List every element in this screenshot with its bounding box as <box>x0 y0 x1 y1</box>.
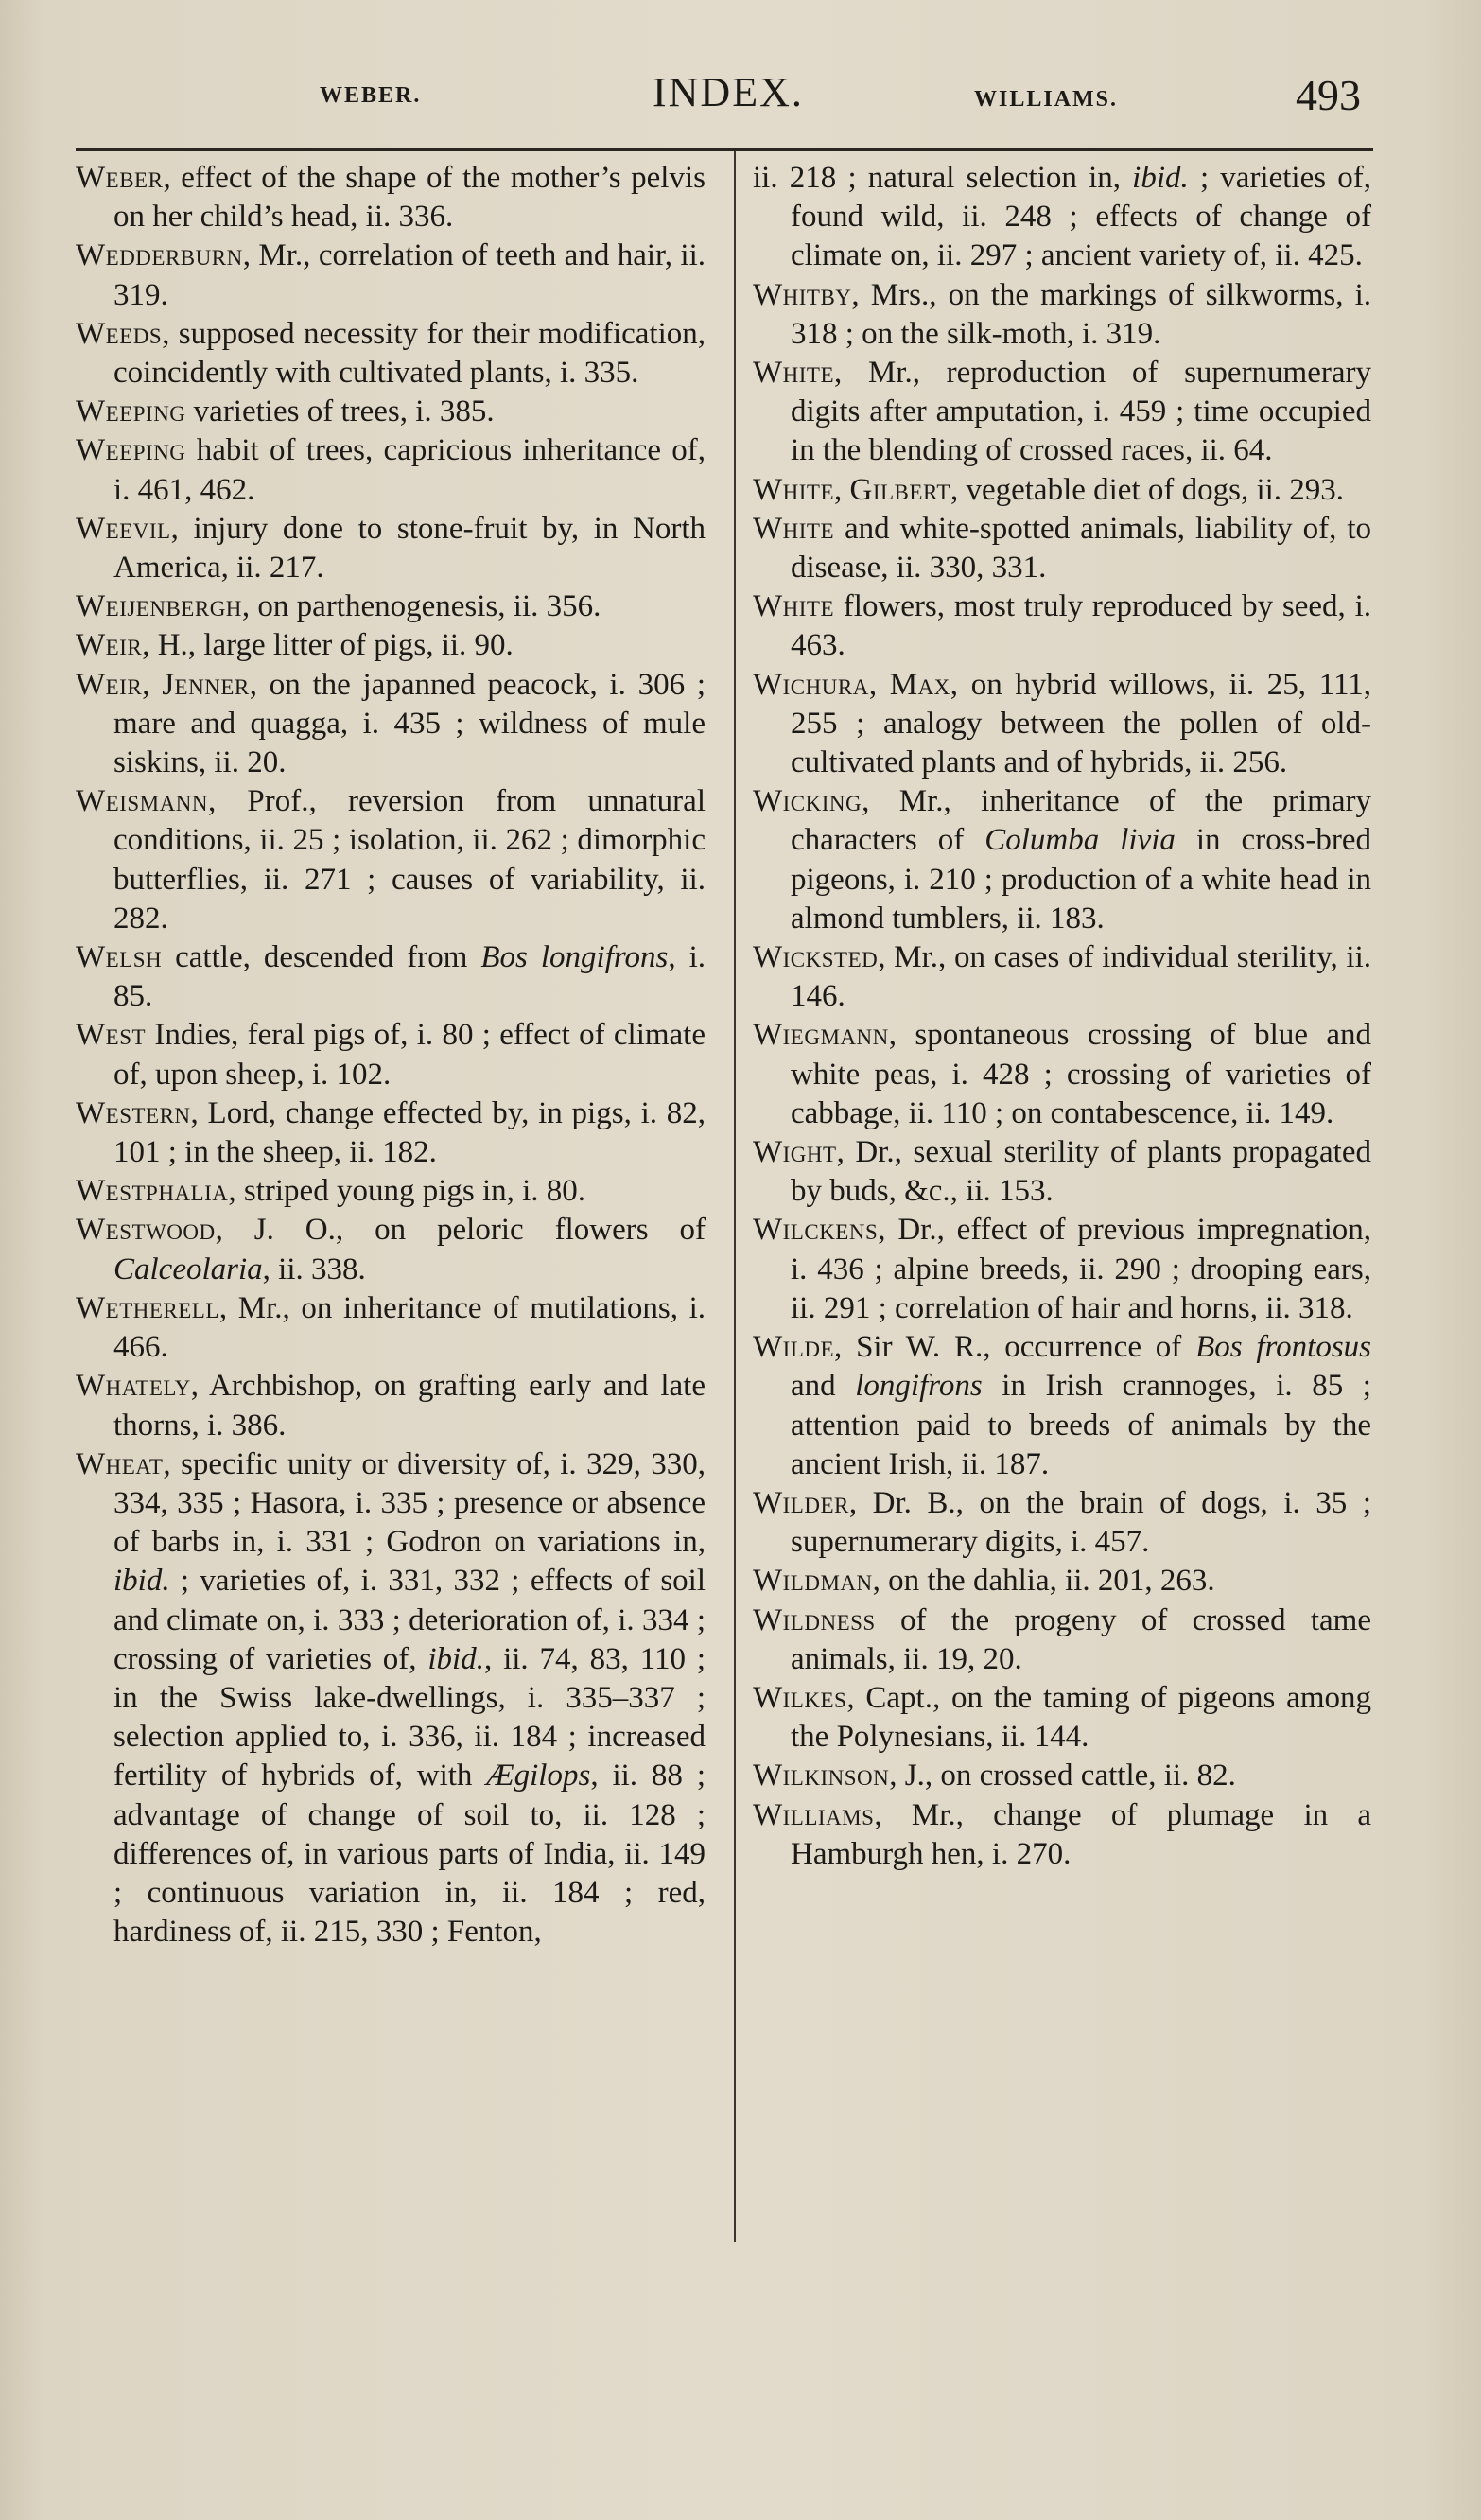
index-entry <box>76 431 706 509</box>
entry-italic: longifrons <box>855 1369 983 1404</box>
entry-text: , effect of the shape of the mother’s pelvis on her child’s head, ii. 336. <box>113 161 706 235</box>
running-head <box>76 64 1390 140</box>
entry-italic: Ægilops <box>486 1759 591 1794</box>
entry-headword: Westphalia <box>76 1174 229 1209</box>
index-entry <box>753 1796 1371 1874</box>
index-entry <box>76 626 706 665</box>
entry-text: and <box>791 1369 856 1404</box>
index-entry <box>76 159 706 236</box>
entry-headword: Welsh <box>76 940 163 975</box>
entry-text: in cross-bred pigeons, i. 210 ; production of a white head in almond tumblers, ii. 183. <box>791 823 1371 936</box>
entry-headword: Weevil <box>76 511 171 546</box>
entry-text: , striped young pigs in, i. 80. <box>228 1174 586 1209</box>
entry-headword: Williams <box>753 1797 875 1832</box>
entry-text: and white-spotted animals, liability of, to disease, ii. 330, 331. <box>791 511 1371 586</box>
entry-headword: White <box>753 356 835 391</box>
index-entry <box>753 1211 1371 1328</box>
entry-headword: Weismann <box>76 784 208 819</box>
index-entry <box>76 315 706 393</box>
entry-headword: Whately <box>76 1369 191 1404</box>
entry-text: varieties of trees, i. 385. <box>185 394 495 429</box>
entry-text: , <box>142 667 163 702</box>
entry-headword: White <box>753 589 835 624</box>
index-entry <box>753 1601 1371 1679</box>
entry-headword: Westwood <box>76 1213 216 1248</box>
index-entry <box>753 1679 1371 1757</box>
index-entry <box>753 1484 1371 1562</box>
index-entry <box>76 1211 706 1288</box>
index-column-right <box>753 159 1371 1874</box>
index-entry <box>753 354 1371 471</box>
entry-headword: Wiegmann <box>753 1018 889 1053</box>
index-entry <box>753 782 1371 938</box>
entry-headword: Weijenbergh <box>76 589 242 624</box>
entry-text: , Mr., change of plumage in a Hamburgh hen, i. 270. <box>791 1797 1371 1871</box>
entry-text: , on the japanned peacock, i. 306 ; mare and quagga, i. 435 ; wildness of mule siskins, ii. 20. <box>113 667 706 780</box>
entry-text: , on parthenogenesis, ii. 356. <box>241 589 601 624</box>
entry-text: ; varieties of, found wild, ii. 248 ; effects of change of climate on, ii. 297 ; ancient variety of, ii. 425. <box>791 161 1371 273</box>
header-rule <box>76 148 1373 151</box>
entry-headword: Wilkes <box>753 1680 847 1715</box>
index-entry <box>753 276 1371 354</box>
index-entry <box>76 666 706 783</box>
entry-headword: Weeping <box>76 394 186 429</box>
entry-text: , Dr., effect of previous impregnation, i. 436 ; alpine breeds, ii. 290 ; drooping ears, ii. 291 ; correlation of hair and horns, ii. 318. <box>791 1213 1371 1325</box>
entry-text: in Irish crannoges, i. 85 ; attention paid to breeds of animals by the ancient Irish, ii. 187. <box>791 1369 1371 1481</box>
entry-headword: Wicksted <box>753 940 879 975</box>
entry-text: , Mr., correlation of teeth and hair, ii. 319. <box>113 238 706 312</box>
entry-headword: Western <box>76 1095 191 1130</box>
index-entry <box>753 666 1371 783</box>
entry-headword: Wilckens <box>753 1213 879 1248</box>
index-entry <box>753 510 1371 587</box>
running-head-right: WILLIAMS. <box>974 87 1119 112</box>
entry-headword: Max <box>889 667 950 702</box>
entry-headword: Wichura <box>753 667 869 702</box>
entry-text: , on hybrid willows, ii. 25, 111, 255 ; analogy between the pollen of old-cultivated plants and of hybrids, ii. 256. <box>791 667 1372 780</box>
entry-text: , Capt., on the taming of pigeons among the Polynesians, ii. 144. <box>791 1680 1371 1755</box>
entry-text: , Mr., on inheritance of mutilations, i. 466. <box>113 1290 706 1365</box>
index-entry <box>753 1016 1371 1133</box>
running-head-title: INDEX. <box>653 69 804 115</box>
entry-text: , J. O., on peloric flowers of <box>215 1213 706 1248</box>
index-entry <box>753 587 1371 665</box>
entry-text: , supposed necessity for their modification, coincidently with cultivated plants, i. 335. <box>113 316 706 391</box>
index-entry <box>76 587 706 626</box>
entry-headword: Weir <box>76 628 143 663</box>
entry-text: , ii. 74, 83, 110 ; in the Swiss lake-dwellings, i. 335–337 ; selection applied to, i. 336, ii. 184 ; increased fertility of hybrids of, with <box>113 1641 706 1794</box>
entry-text: , ii. 338. <box>262 1251 366 1286</box>
entry-headword: White <box>753 472 835 507</box>
index-entry <box>753 1757 1371 1795</box>
index-entry <box>753 159 1371 276</box>
index-entry <box>76 1172 706 1211</box>
entry-italic: Bos longifrons <box>480 940 669 975</box>
index-entry <box>753 1562 1371 1601</box>
index-entry <box>753 938 1371 1016</box>
entry-text: , Sir W. R., occurrence of <box>834 1330 1196 1365</box>
entry-headword: Gilbert <box>849 472 950 507</box>
entry-text: cattle, descended from <box>162 940 481 975</box>
entry-text: ii. 218 ; natural selection in, <box>753 161 1133 195</box>
page-number: 493 <box>1296 71 1361 119</box>
index-entry <box>76 1367 706 1444</box>
entry-headword: Wheat <box>76 1446 164 1481</box>
entry-text: ; varieties of, i. 331, 332 ; effects of soil and climate on, i. 333 ; deterioration of, i. 334 ; crossing of varieties of, <box>113 1564 706 1676</box>
entry-text: , specific unity or diversity of, i. 329, 330, 334, 335 ; Hasora, i. 335 ; presence or absence of barbs in, i. 331 ; Godron on variations in, <box>113 1446 706 1560</box>
entry-italic: Bos frontosus <box>1195 1330 1372 1365</box>
entry-text: , injury done to stone-fruit by, in North America, ii. 217. <box>113 511 706 586</box>
entry-text: , H., large litter of pigs, ii. 90. <box>142 628 514 663</box>
entry-headword: Jenner <box>162 667 250 702</box>
entry-italic: ibid. <box>113 1564 170 1599</box>
entry-text: , J., on crossed cattle, ii. 82. <box>889 1759 1236 1794</box>
entry-headword: Wildman <box>753 1564 873 1599</box>
index-entry <box>76 938 706 1016</box>
index-entry <box>76 1445 706 1952</box>
entry-headword: White <box>753 511 835 546</box>
index-entry <box>753 471 1371 510</box>
entry-text: , Archbishop, on grafting early and late thorns, i. 386. <box>113 1369 706 1443</box>
entry-text: , Lord, change effected by, in pigs, i. 82, 101 ; in the sheep, ii. 182. <box>113 1095 706 1170</box>
index-entry <box>76 1016 706 1094</box>
entry-text: , Dr. B., on the brain of dogs, i. 35 ; supernumerary digits, i. 457. <box>791 1485 1371 1560</box>
entry-headword: Weeping <box>76 433 186 468</box>
running-head-left: WEBER. <box>320 83 422 108</box>
entry-headword: Wicking <box>753 784 862 819</box>
entry-headword: Weir <box>76 667 143 702</box>
index-entry <box>753 1328 1371 1484</box>
entry-headword: Weeds <box>76 316 163 351</box>
entry-italic: Calceolaria <box>113 1251 263 1286</box>
column-divider <box>734 151 736 2242</box>
entry-text: of the progeny of crossed tame animals, ii. 19, 20. <box>791 1602 1371 1676</box>
entry-italic: ibid. <box>427 1641 484 1676</box>
entry-text: flowers, most truly reproduced by seed, i. 463. <box>791 589 1371 663</box>
entry-italic: ibid. <box>1132 161 1189 195</box>
entry-text: , Mr., inheritance of the primary characters of <box>791 784 1371 858</box>
entry-text: , Mr., on cases of individual sterility, ii. 146. <box>791 940 1371 1014</box>
entry-text: , Mr., reproduction of supernumerary digits after amputation, i. 459 ; time occupied in the blending of crossed races, ii. 64. <box>791 356 1371 468</box>
entry-headword: Wilder <box>753 1485 849 1520</box>
entry-headword: Wilkinson <box>753 1759 890 1794</box>
index-entry <box>76 510 706 587</box>
entry-text: , i. 85. <box>113 940 706 1014</box>
entry-headword: Wetherell <box>76 1290 219 1325</box>
index-entry <box>76 782 706 938</box>
index-entry <box>76 1094 706 1172</box>
index-entry <box>753 1133 1371 1211</box>
index-entry <box>76 1289 706 1367</box>
entry-text: habit of trees, capricious inheritance of, i. 461, 462. <box>113 433 706 507</box>
index-entry <box>76 393 706 431</box>
entry-text: , <box>834 472 850 507</box>
index-entry <box>76 236 706 314</box>
entry-italic: Columba livia <box>984 823 1176 858</box>
entry-headword: Wilde <box>753 1330 835 1365</box>
entry-text: Indies, feral pigs of, i. 80 ; effect of climate of, upon sheep, i. 102. <box>113 1018 706 1092</box>
entry-headword: West <box>76 1018 147 1053</box>
entry-text: , vegetable diet of dogs, ii. 293. <box>950 472 1345 507</box>
entry-text: , <box>868 667 890 702</box>
entry-headword: Wight <box>753 1135 837 1170</box>
index-column-left <box>76 159 706 1951</box>
entry-text: , Mrs., on the markings of silkworms, i. 318 ; on the silk-moth, i. 319. <box>791 277 1371 351</box>
entry-headword: Weber <box>76 161 164 195</box>
entry-headword: Wildness <box>753 1602 876 1637</box>
entry-text: , Dr., sexual sterility of plants propagated by buds, &c., ii. 153. <box>791 1135 1371 1209</box>
entry-text: , spontaneous crossing of blue and white peas, i. 428 ; crossing of varieties of cabbage, ii. 110 ; on contabescence, ii. 149. <box>791 1018 1371 1130</box>
entry-text: , on the dahlia, ii. 201, 263. <box>872 1564 1215 1599</box>
entry-text: , ii. 88 ; advantage of change of soil to, ii. 128 ; differences of, in various parts of India, ii. 149 ; continuous variation in, ii. 184 ; red, hardiness of, ii. 215, 330 ; Fenton, <box>113 1759 706 1950</box>
entry-headword: Wedderburn <box>76 238 243 273</box>
entry-headword: Whitby <box>753 277 852 312</box>
entry-text: , Prof., reversion from unnatural conditions, ii. 25 ; isolation, ii. 262 ; dimorphic butterflies, ii. 271 ; causes of variability, ii. 282. <box>113 784 706 936</box>
